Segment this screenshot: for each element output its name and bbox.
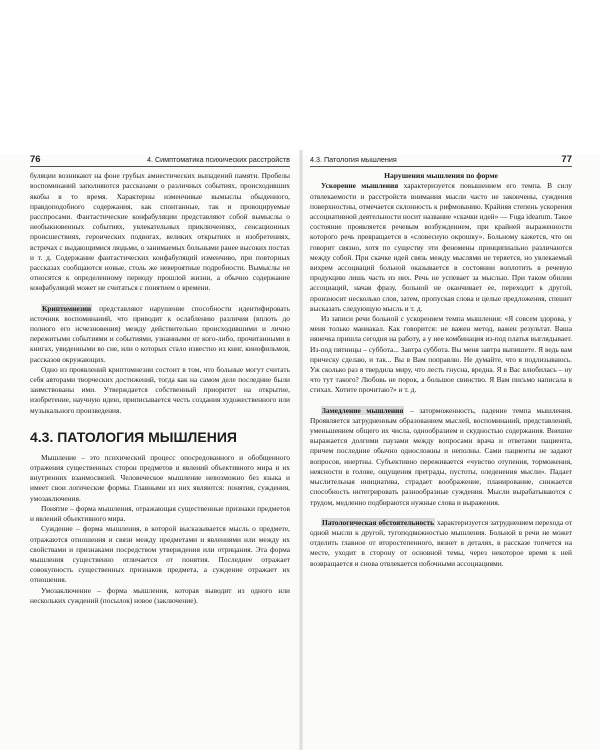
right-page-header [310,155,572,167]
term-circumstantiality: Патологическая обстоятельность [322,517,434,527]
paragraph-thinking: Мышление – это психический процесс опосредованного и обобщенного отражения существенных сторон предметов и явлений объективного мира и их внутренних взаимосвязей. Человеческое мышление невозможно без языка и имеет свои логические формы. Главными из них являются: понятия, суждения, умозаключения. [30,452,290,503]
book-gutter [299,150,303,750]
paragraph-inference: Умозаключение – форма мышления, которая выводит из одного или нескольких суждений (посылок) новое (заключение). [30,585,290,605]
cryptomnesia-text: представляют нарушение способности идентифировать источник воспоминаний, что приводит к ослаблению различия (вплоть до полного его исчезновения) между действительно происходившими и лично пережитыми событиями и событиями, узнанными от кого-либо, прочитанными в книгах, увиденными во сне, или о которых стало известно из книг, кинофильмов, рассказов окружающих. [30,303,290,364]
right-page [310,155,572,735]
term-cryptomnesia: Криптомнезии [42,303,92,313]
spacer [310,396,572,406]
paragraph-slowing [310,406,572,508]
spacer [310,508,572,518]
subheading-form-disorders: Нарушения мышления по форме [384,171,498,181]
top-margin [0,0,600,155]
left-running-head: 4. Симптоматика психических расстройств [146,155,290,164]
paragraph-circumstantiality [310,518,572,569]
right-page-number: 77 [561,155,572,165]
paragraph-cryptomnesia [30,304,290,365]
slowing-text: – заторможенность, падение темпа мышления. Проявляется затрудненным образованием мыслей, воспоминаний, представлений, уменьшением общего их числа, однообразием и скудностью содержания. Внешне выражается долгими паузами между вопросами врача и ответами пациента, причем последние обычно односложны и неполны. Сами пациенты не задают вопросов, инертны. Субъективно переживается «чувство отупения, торможения, неясности в голове, ощущения преграды, пустоты, оледенения мысли». Падает мыслительная инициатива, страдает воображение, планирование, снижается способность интегрировать разнообразные суждения. Мысли вырабатываются с трудом, медленно подбираются нужные слова и выражения. [310,405,572,507]
paragraph-concept: Понятие – форма мышления, отражающая существенные признаки предметов и явлений объективного мира. [30,503,290,524]
left-page [30,155,290,735]
paragraph-confabulation: буляции возникают на фоне грубых амнестических выпадений памяти. Пробелы воспоминаний заполняются рассказами о различных событиях, происходивших якобы в то время. Характерны изменчивые вымыслы обыденного, правдоподобного содержания, как спонтанные, так и провоцируемые расспросами. Фантастические конфабуляции представляют собой вымыслы о необыкновенных событиях, увлекательных приключениях, сенсационных происшествиях, героических подвигах, великих открытиях и изобретениях, встречах с выдающимися людьми, о занимаемых больными ранее высоких постах и т. д. Содержание фантастических конфабуляций изменчиво, при повторных рассказах сообщаются новые, столь же невероятные подробности. Вымыслы не относятся к определенному периоду прошлой жизни, а обычно содержание конфабуляций может не считаться с понятием о времени. [30,171,290,293]
acceleration-text: характеризуется повышением его темпа. В силу отвлекаемости и расстройств внимания мысли часто не закончены, суждения поверхностны, отмечается склонность к рифмованию. Крайняя степень ускорения ассоциативной деятельности носит название «скачки идей» — Fuga idearum. Такое состояние проявляется речевым возбуждением, при крайней выраженности которого речь превращается в «словесную окрошку». Больному кажется, что он говорит связно, хотя по существу эти феномены принципиально различаются между собой. При скачке идей связь между мыслями не теряется, но увлекаемый вихрем ассоциаций больной оказывается в состоянии воплотить в речевую продукцию лишь часть из них. Речь не успевает за мыслью. При таком обилии ассоциаций, начав фразу, больной не оканчивает ее, переходит к другой, произносит несколько слов, затем, пропуская слова и целые предложения, спешит высказать следующую мысль и т. д. [310,181,572,313]
left-page-header [30,155,290,167]
left-page-number: 76 [30,155,41,165]
paragraph-cryptomnesia-2: Одно из проявлений криптомнезии состоит в том, что больные могут считать себя авторами творческих достижений, тогда как на самом деле последние были заимствованы ими. Утверждается собственный приоритет на открытие, изобретение, научную идею, приписывается честь создания художественного или музыкального произведения. [30,364,290,415]
right-running-head: 4.3. Патология мышления [310,155,397,164]
circumstantiality-text: характеризуется затруднением перехода от одной мысли к другой, тугоподвижностью мышления. Больной в речи не может отделить главное от второстепенного, вязнет в деталях, в рассказе топчется на месте, уходит в сторону от основной темы, через некоторое время к ней возвращается и снова отвлекается побочными ассоциациями. [310,517,572,568]
paragraph-judgment: Суждение – форма мышления, в которой высказывается мысль о предмете, отражаются отношения и связи между предметами и явлениями или между их свойствами и признаками посредством утверждения или отрицания. Эта форма мышления существенно отличается от понятия. Последнее отражает совокупность существенных признаков предмета, а суждение отражает их отношения. [30,524,290,585]
paragraph-speech-sample: Из записи речи больной с ускорением темпа мышления: «Я совсем здорова, у меня только маниакал. Как говорится: не важен метод, важен результат. Ваша нянечка пришла сегодня на работу, а у нее комбинация из-под платья выглядывает. Из-под пятницы – суббота... Завтра суббота. Вы меня завтра выпишете. Я ведь вам прическу сделаю, и так... Вы в Вам поправлю. Не думайте, что я подлизываюсь. Уж сколько раз я твердила миру, что лесть гнусна, вредна. Я в Вас влюбилась – ну что тут такого? Любовь не порок, а большое свинство. Я Вам письмо написала в стихах. Хотите прочитаю?» и т. д. [310,314,572,395]
section-heading: 4.3. ПАТОЛОГИЯ МЫШЛЕНИЯ [30,428,237,445]
term-acceleration: Ускорение мышления [321,181,399,191]
spacer [30,294,290,304]
paragraph-acceleration [310,181,572,314]
term-slowing: Замедление мышления [322,405,404,415]
